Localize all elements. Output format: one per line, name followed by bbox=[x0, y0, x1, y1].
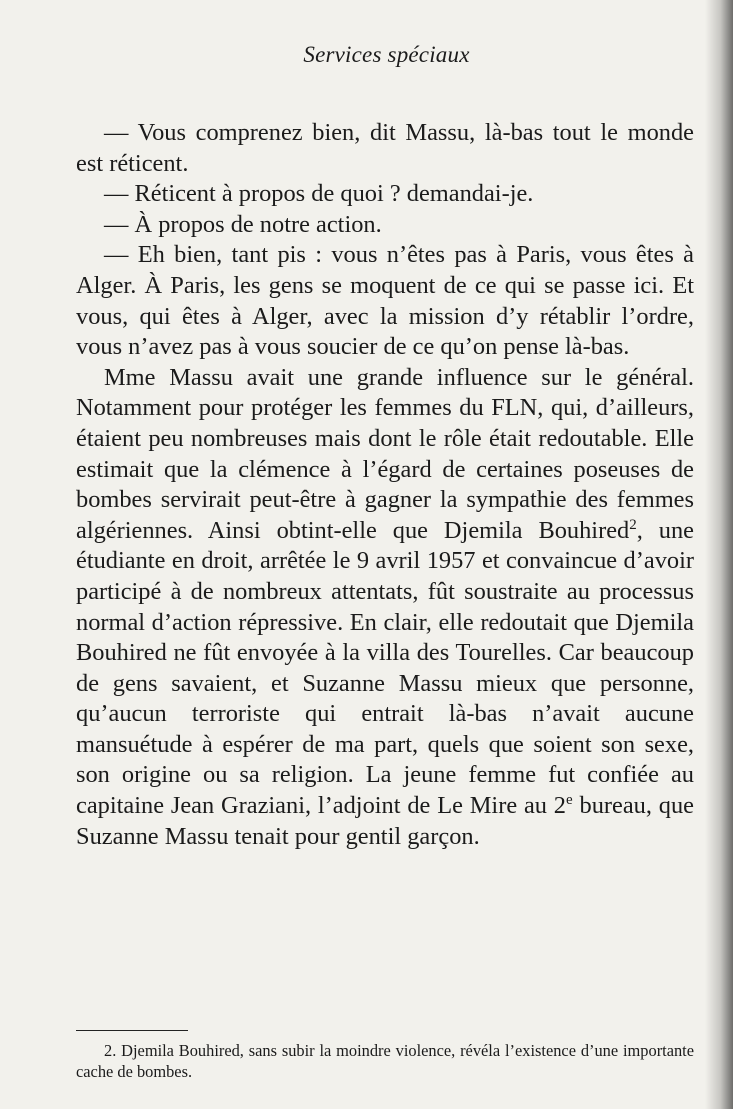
paragraph-main-part-2: , une étudiante en droit, arrêtée le 9 avril 1957 et convaincue d’avoir participé à de nombreux attentats, fût soustraite au processus normal d’action répressive. En clair, elle redoutait que Djemila Bouhired ne fût envoyée à la villa des Tourelles. Car beaucoup de gens savaient, et Suzanne Massu mieux que personne, qu’aucun terroriste qui entrait là-bas n’avait aucune mansuétude à espérer de ma part, quels que soient son sexe, son origine ou sa religion. La jeune femme fut confiée au capitaine Jean Graziani, l’adjoint de Le Mire au 2 bbox=[76, 516, 695, 820]
ordinal-suffix: e bbox=[566, 792, 573, 809]
paragraph-main-part-1: Mme Massu avait une grande influence sur le général. Notamment pour protéger les femmes du FLN, qui, d’ailleurs, étaient peu nombreuses mais dont le rôle était redoutable. Elle estimait que la clémence à l’égard de certaines poseuses de bombes servirait peut-être à gagner la sympathie des femmes algériennes. Ainsi obtint-elle que Djemila Bouhired bbox=[76, 363, 694, 544]
running-head: Services spéciaux bbox=[303, 42, 470, 67]
paragraph-main-part-3: bureau, que Suzanne Massu tenait pour gentil garçon. bbox=[76, 792, 695, 850]
paragraph-main bbox=[76, 363, 694, 853]
paragraph-dialog-4: — Eh bien, tant pis : vous n’êtes pas à Paris, vous êtes à Alger. À Paris, les gens se moquent de ce qui se passe ici. Et vous, qui êtes à Alger, avec la mission d’y rétablir l’ordre, vous n’avez pas à vous soucier de ce qu’on pense là-bas. bbox=[76, 241, 694, 361]
footnote bbox=[76, 1040, 694, 1082]
body-text bbox=[76, 118, 694, 852]
page-gutter-shadow bbox=[705, 0, 733, 1109]
footnote-reference: 2 bbox=[629, 516, 637, 533]
footnote-number: 2. bbox=[104, 1041, 117, 1060]
paragraph-dialog-1: — Vous comprenez bien, dit Massu, là-bas tout le monde est réticent. bbox=[76, 119, 694, 177]
footnote-text: Djemila Bouhired, sans subir la moindre violence, révéla l’existence d’une importante cache de bombes. bbox=[76, 1041, 694, 1081]
paragraph-dialog-2: — Réticent à propos de quoi ? demandai-je. bbox=[104, 180, 534, 208]
footnote-divider bbox=[76, 1030, 188, 1031]
paragraph-dialog-3: — À propos de notre action. bbox=[104, 210, 382, 238]
